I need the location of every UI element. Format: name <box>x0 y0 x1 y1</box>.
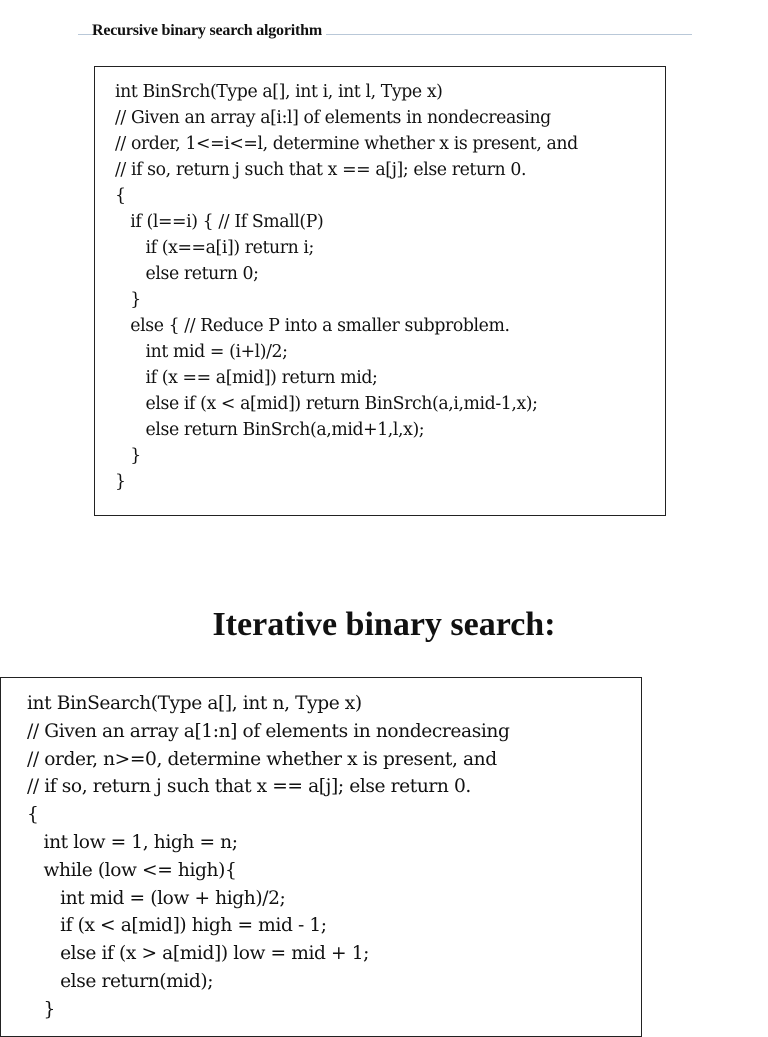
code-line: } <box>27 998 55 1020</box>
code-line: { <box>115 186 126 206</box>
iterative-title: Iterative binary search: <box>212 606 556 643</box>
code-line: while (low <= high){ <box>27 859 237 881</box>
code-line: } <box>115 472 126 492</box>
code-line: // Given an array a[1:n] of elements in nondecreasing <box>27 720 510 742</box>
code-line: { <box>27 804 39 826</box>
code-line: else { // Reduce P into a smaller subproblem. <box>115 316 510 336</box>
code-line: int BinSearch(Type a[], int n, Type x) <box>27 693 362 714</box>
code-line: // Given an array a[i:l] of elements in nondecreasing <box>115 108 551 128</box>
code-line: int BinSrch(Type a[], int i, int l, Type x) <box>115 82 443 102</box>
code-line: int low = 1, high = n; <box>27 831 238 853</box>
code-line: if (x==a[i]) return i; <box>115 238 314 258</box>
code-line: if (x == a[mid]) return mid; <box>115 368 378 388</box>
recursive-code-box <box>94 66 666 516</box>
code-line: // if so, return j such that x == a[j]; else return 0. <box>27 776 471 798</box>
iterative-code-box <box>0 677 642 1037</box>
code-line: } <box>115 290 141 310</box>
code-line: if (l==i) { // If Small(P) <box>115 212 324 232</box>
code-line: else return BinSrch(a,mid+1,l,x); <box>115 420 425 440</box>
code-line: // order, 1<=i<=l, determine whether x is present, and <box>115 134 578 154</box>
code-line: else if (x < a[mid]) return BinSrch(a,i,mid-1,x); <box>115 394 538 414</box>
code-line: // order, n>=0, determine whether x is present, and <box>27 748 497 770</box>
code-line: } <box>115 446 141 466</box>
code-line: if (x < a[mid]) high = mid - 1; <box>27 915 327 937</box>
code-line: int mid = (low + high)/2; <box>27 887 286 909</box>
code-line: // if so, return j such that x == a[j]; else return 0. <box>115 160 527 180</box>
code-line: int mid = (i+l)/2; <box>115 342 288 362</box>
code-line: else if (x > a[mid]) low = mid + 1; <box>27 943 370 965</box>
iterative-code-block <box>27 690 509 1024</box>
recursive-code-block <box>115 79 578 495</box>
code-line: else return 0; <box>115 264 259 284</box>
section-heading: Recursive binary search algorithm <box>92 22 326 40</box>
code-line: else return(mid); <box>27 970 214 992</box>
